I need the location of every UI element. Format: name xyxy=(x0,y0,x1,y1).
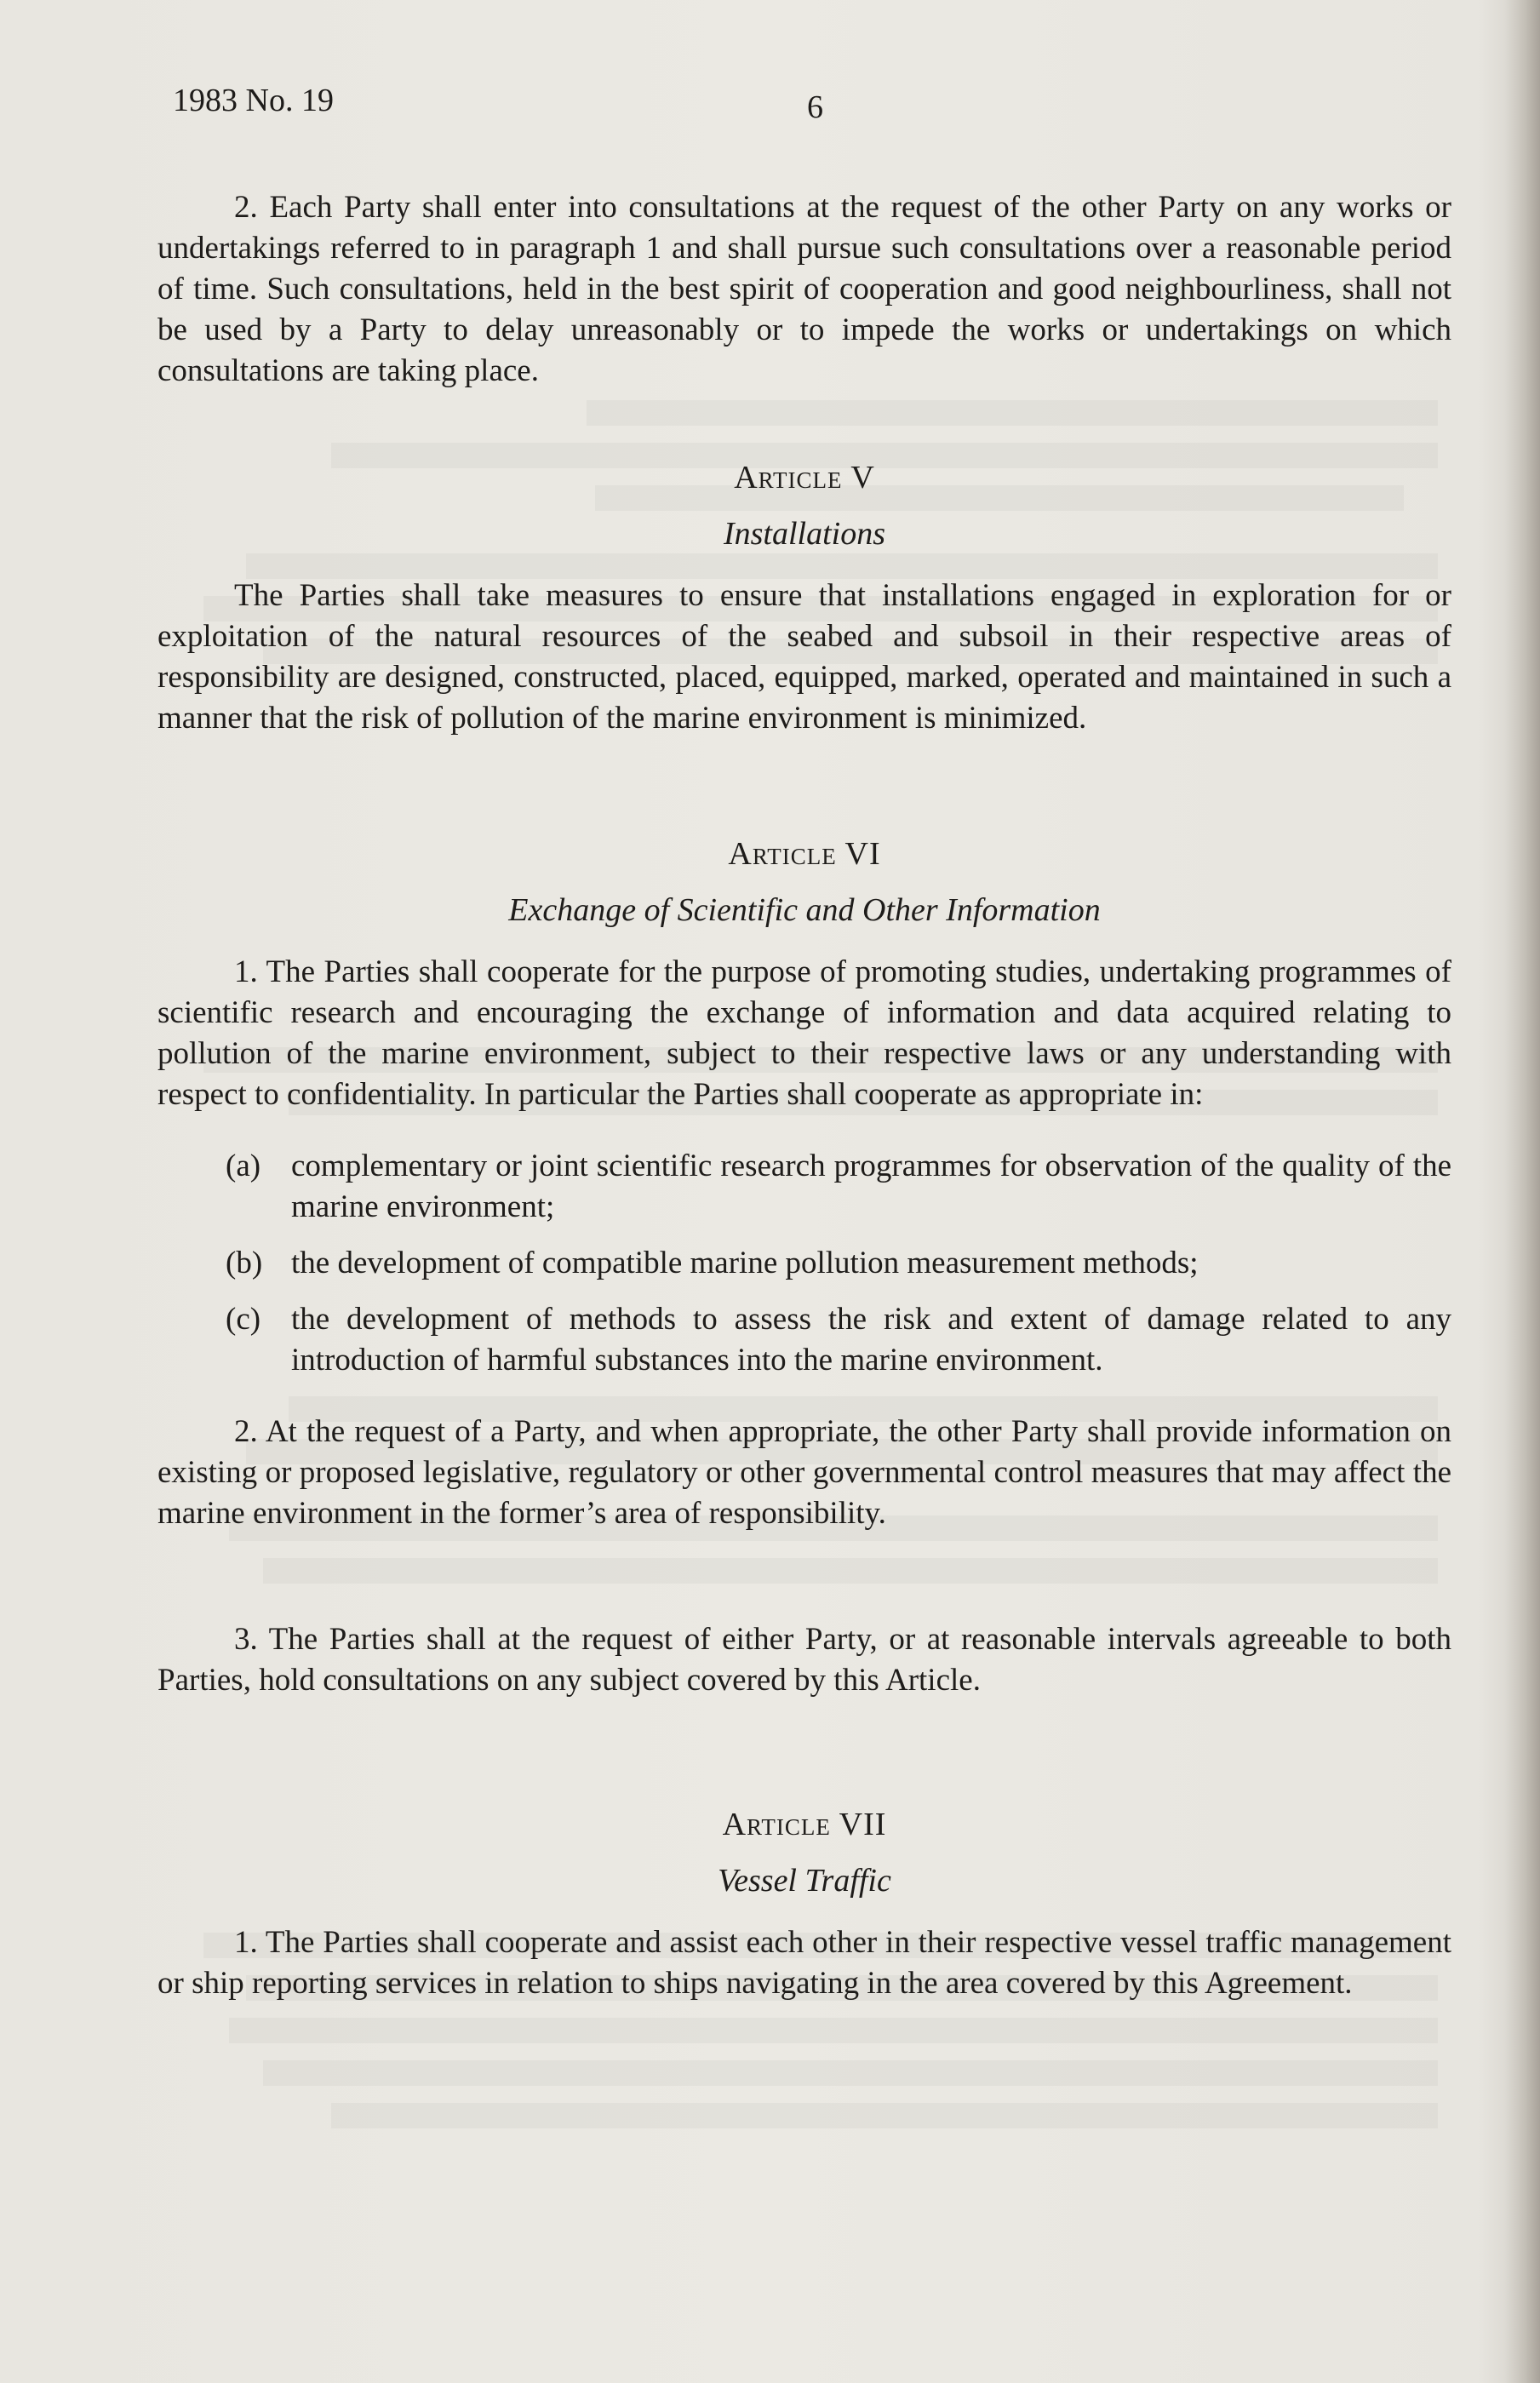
document-body xyxy=(157,187,1451,2004)
list-item xyxy=(157,1243,1451,1284)
article-7-title: Vessel Traffic xyxy=(718,1863,891,1899)
law-reference: 1983 No. 19 xyxy=(173,83,334,118)
page-number: 6 xyxy=(807,89,823,125)
article-6-paragraph-2: 2. At the request of a Party, and when appropriate, the other Party shall provide information on existing or proposed legislative, regulatory or other governmental control measures that may affect the marine environment in the former’s area of responsibility. xyxy=(157,1414,1451,1531)
article-6-list xyxy=(157,1146,1451,1381)
list-item xyxy=(157,1146,1451,1228)
page-header xyxy=(173,82,1450,133)
article-5-text: The Parties shall take measures to ensure that installations engaged in exploration for or exploitation of the natural resources of the seabed and subsoil in their respective areas of responsibility are designed, constructed, placed, equipped, marked, operated and maintained in such a manner that the risk of pollution of the marine environment is minimized. xyxy=(157,578,1451,736)
article-6-heading: Article VI xyxy=(728,836,881,872)
article-5-title: Installations xyxy=(723,516,886,552)
list-item-text: complementary or joint scientific research programmes for observation of the quality of the marine environment; xyxy=(291,1149,1451,1224)
article-6-paragraph-3: 3. The Parties shall at the request of either Party, or at reasonable intervals agreeable to both Parties, hold consultations on any subject covered by this Article. xyxy=(157,1622,1451,1698)
list-item xyxy=(157,1299,1451,1381)
list-item-marker: (a) xyxy=(226,1149,261,1183)
article-7-paragraph-1: 1. The Parties shall cooperate and assist each other in their respective vessel traffic management or ship reporting services in relation to ships navigating in the area covered by this Agreement. xyxy=(157,1925,1451,2001)
article-5-heading: Article V xyxy=(734,460,875,496)
list-item-text: the development of methods to assess the risk and extent of damage related to any introduction of harmful substances into the marine environment. xyxy=(291,1302,1451,1378)
article-6-title: Exchange of Scientific and Other Information xyxy=(508,892,1101,928)
article-7-heading: Article VII xyxy=(722,1807,887,1842)
article-6-paragraph-1: 1. The Parties shall cooperate for the purpose of promoting studies, undertaking programmes of scientific research and encouraging the exchange of information and data acquired relating to pollution of the marine environment, subject to their respective laws or any understanding with respect to confidentiality. In particular the Parties shall cooperate as appropriate in: xyxy=(157,954,1451,1112)
page-edge-shadow xyxy=(1504,0,1540,2383)
list-item-marker: (b) xyxy=(226,1246,263,1280)
list-item-marker: (c) xyxy=(226,1302,261,1337)
article-4-paragraph-2: 2. Each Party shall enter into consultations at the request of the other Party on any works or undertakings referred to in paragraph 1 and shall pursue such consultations over a reasonable period of time. Such consultations, held in the best spirit of cooperation and good neighbourliness, shall not be used by a Party to delay unreasonably or to impede the works or undertakings on which consultations are taking place. xyxy=(157,190,1451,388)
list-item-text: the development of compatible marine pollution measurement methods; xyxy=(291,1246,1199,1280)
